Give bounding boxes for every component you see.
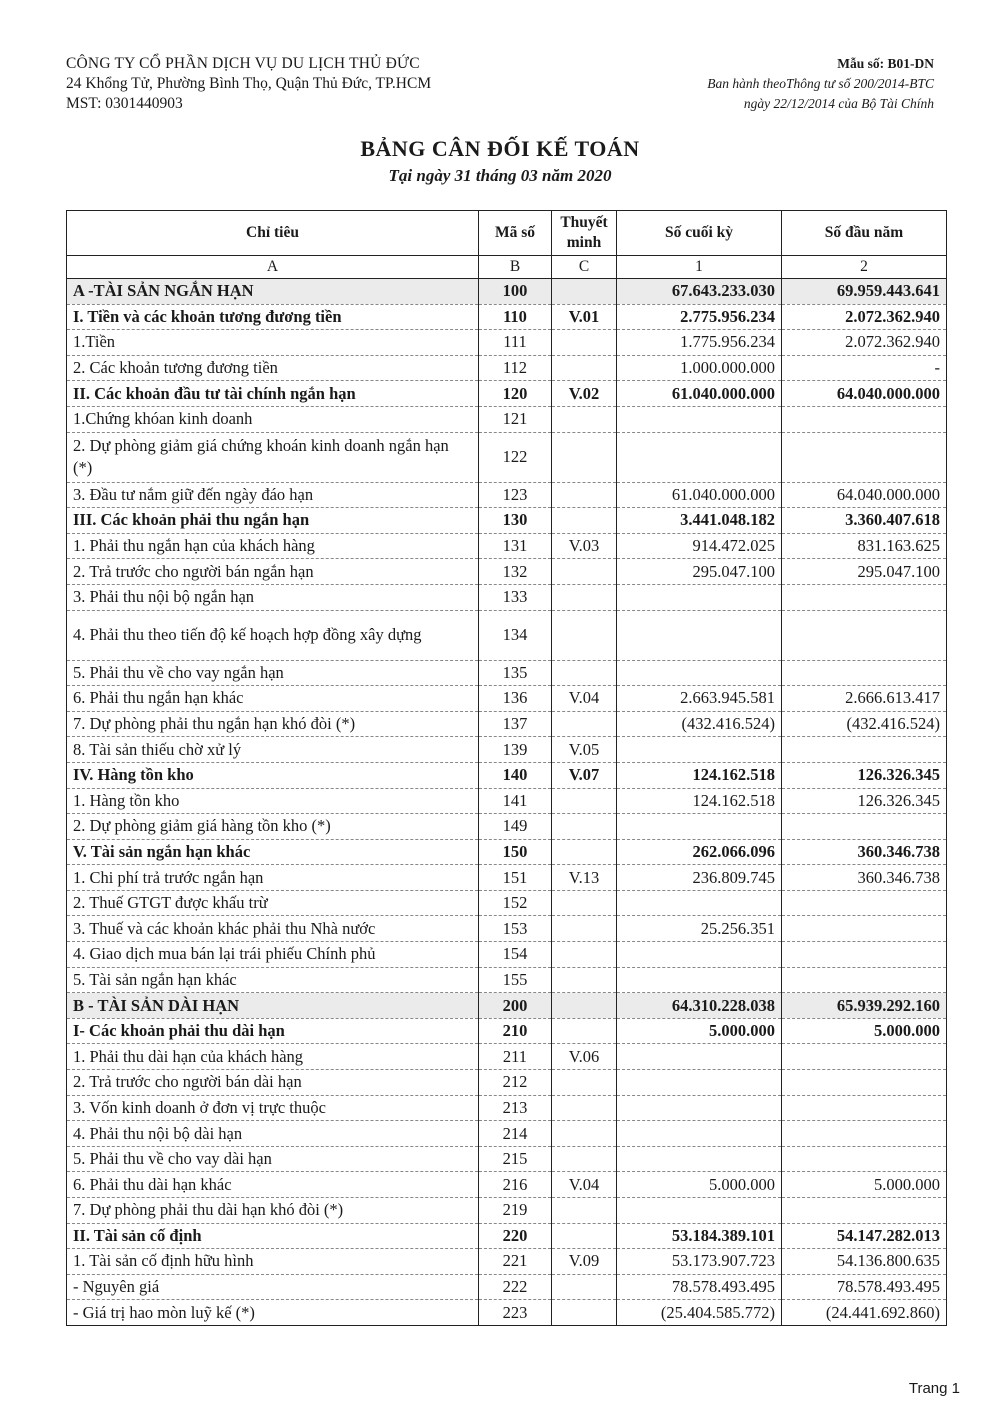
cell-beginning-year: 831.163.625 (782, 533, 947, 559)
cell-end-period: 2.663.945.581 (617, 686, 782, 712)
cell-item: 2. Dự phòng giảm giá hàng tồn kho (*) (67, 814, 479, 840)
tax-id: MST: 0301440903 (66, 95, 183, 112)
letter-note: C (552, 256, 617, 279)
table-row (67, 788, 947, 814)
table-row (67, 304, 947, 330)
table-row (67, 1249, 947, 1275)
cell-note (552, 279, 617, 305)
cell-code: 141 (479, 788, 552, 814)
cell-code: 210 (479, 1018, 552, 1044)
cell-code: 150 (479, 839, 552, 865)
cell-item: 6. Phải thu ngắn hạn khác (67, 686, 479, 712)
cell-code: 136 (479, 686, 552, 712)
cell-item: 1. Chi phí trả trước ngắn hạn (67, 865, 479, 891)
table-row (67, 610, 947, 660)
header-note: Thuyết minh (552, 211, 617, 256)
cell-item: V. Tài sản ngắn hạn khác (67, 839, 479, 865)
cell-end-period: 124.162.518 (617, 762, 782, 788)
cell-end-period: 78.578.493.495 (617, 1274, 782, 1300)
cell-beginning-year: 64.040.000.000 (782, 381, 947, 407)
table-row (67, 737, 947, 763)
cell-item: 2. Dự phòng giảm giá chứng khoán kinh doanh ngắn hạn (*) (67, 432, 479, 482)
table-row (67, 381, 947, 407)
cell-end-period (617, 942, 782, 968)
table-row (67, 355, 947, 381)
table-row (67, 916, 947, 942)
cell-item: II. Các khoản đầu tư tài chính ngắn hạn (67, 381, 479, 407)
cell-item: 3. Vốn kinh doanh ở đơn vị trực thuộc (67, 1095, 479, 1121)
table-row (67, 508, 947, 534)
cell-beginning-year: 360.346.738 (782, 865, 947, 891)
header-end-period: Số cuối kỳ (617, 211, 782, 256)
table-row (67, 967, 947, 993)
issued-by-line-1: Ban hành theoThông tư số 200/2014-BTC (707, 76, 934, 91)
cell-item: 1. Hàng tồn kho (67, 788, 479, 814)
cell-note (552, 1095, 617, 1121)
cell-beginning-year: 2.666.613.417 (782, 686, 947, 712)
cell-end-period (617, 660, 782, 686)
cell-end-period (617, 890, 782, 916)
cell-beginning-year: 2.072.362.940 (782, 304, 947, 330)
cell-item: III. Các khoản phải thu ngắn hạn (67, 508, 479, 534)
cell-code: 211 (479, 1044, 552, 1070)
table-row (67, 406, 947, 432)
cell-beginning-year (782, 814, 947, 840)
cell-note: V.06 (552, 1044, 617, 1070)
cell-beginning-year (782, 890, 947, 916)
cell-item: 1. Phải thu ngắn hạn của khách hàng (67, 533, 479, 559)
letter-item: A (67, 256, 479, 279)
cell-item: 1.Chứng khóan kinh doanh (67, 406, 479, 432)
cell-item: A -TÀI SẢN NGẮN HẠN (67, 279, 479, 305)
cell-code: 152 (479, 890, 552, 916)
cell-end-period (617, 814, 782, 840)
cell-code: 220 (479, 1223, 552, 1249)
cell-beginning-year: 54.147.282.013 (782, 1223, 947, 1249)
cell-item: 7. Dự phòng phải thu dài hạn khó đòi (*) (67, 1198, 479, 1224)
cell-beginning-year (782, 1044, 947, 1070)
cell-item: 1. Tài sản cố định hữu hình (67, 1249, 479, 1275)
table-row (67, 432, 947, 482)
cell-beginning-year (782, 584, 947, 610)
cell-item: 1.Tiền (67, 330, 479, 356)
table-row (67, 584, 947, 610)
cell-code: 112 (479, 355, 552, 381)
letter-begin: 2 (782, 256, 947, 279)
form-info (707, 54, 934, 114)
cell-note: V.09 (552, 1249, 617, 1275)
cell-end-period (617, 432, 782, 482)
cell-code: 155 (479, 967, 552, 993)
cell-note: V.04 (552, 686, 617, 712)
table-row (67, 1146, 947, 1172)
cell-code: 149 (479, 814, 552, 840)
cell-end-period: 61.040.000.000 (617, 381, 782, 407)
cell-item: II. Tài sản cố định (67, 1223, 479, 1249)
cell-note: V.02 (552, 381, 617, 407)
cell-code: 131 (479, 533, 552, 559)
cell-item: 4. Phải thu nội bộ dài hạn (67, 1121, 479, 1147)
cell-note (552, 814, 617, 840)
cell-beginning-year: 126.326.345 (782, 762, 947, 788)
table-column-letters (67, 256, 947, 279)
company-name: CÔNG TY CỔ PHẦN DỊCH VỤ DU LỊCH THỦ ĐỨC (66, 55, 420, 72)
cell-note (552, 1121, 617, 1147)
header-item: Chỉ tiêu (67, 211, 479, 256)
cell-code: 137 (479, 711, 552, 737)
cell-code: 132 (479, 559, 552, 585)
cell-beginning-year (782, 660, 947, 686)
table-row (67, 1095, 947, 1121)
document-title: BẢNG CÂN ĐỐI KẾ TOÁN (360, 136, 640, 161)
cell-code: 215 (479, 1146, 552, 1172)
cell-item: 6. Phải thu dài hạn khác (67, 1172, 479, 1198)
cell-beginning-year (782, 737, 947, 763)
cell-end-period: 262.066.096 (617, 839, 782, 865)
cell-item: 3. Thuế và các khoản khác phải thu Nhà nước (67, 916, 479, 942)
cell-item: 4. Giao dịch mua bán lại trái phiếu Chính phủ (67, 942, 479, 968)
cell-item: I. Tiền và các khoản tương đương tiền (67, 304, 479, 330)
cell-item: 2. Trả trước cho người bán ngắn hạn (67, 559, 479, 585)
cell-beginning-year: 69.959.443.641 (782, 279, 947, 305)
cell-note (552, 482, 617, 508)
cell-item: I- Các khoản phải thu dài hạn (67, 1018, 479, 1044)
form-number: Mẫu số: B01-DN (837, 56, 934, 71)
cell-note (552, 890, 617, 916)
cell-beginning-year (782, 1198, 947, 1224)
cell-end-period: 1.000.000.000 (617, 355, 782, 381)
cell-beginning-year: 78.578.493.495 (782, 1274, 947, 1300)
cell-beginning-year (782, 610, 947, 660)
table-row (67, 1300, 947, 1326)
table-row (67, 865, 947, 891)
cell-code: 221 (479, 1249, 552, 1275)
cell-note (552, 788, 617, 814)
table-header-row (67, 211, 947, 256)
cell-end-period: 2.775.956.234 (617, 304, 782, 330)
cell-note (552, 1300, 617, 1326)
cell-code: 151 (479, 865, 552, 891)
cell-note (552, 839, 617, 865)
cell-end-period (617, 406, 782, 432)
cell-end-period: 53.173.907.723 (617, 1249, 782, 1275)
cell-beginning-year: 360.346.738 (782, 839, 947, 865)
cell-beginning-year: 65.939.292.160 (782, 993, 947, 1019)
cell-item: 4. Phải thu theo tiến độ kế hoạch hợp đồng xây dựng (67, 610, 479, 660)
cell-end-period: 914.472.025 (617, 533, 782, 559)
cell-code: 120 (479, 381, 552, 407)
table-body (67, 279, 947, 1326)
page-number: Trang 1 (908, 1380, 960, 1397)
cell-item: 2. Các khoản tương đương tiền (67, 355, 479, 381)
cell-end-period: 61.040.000.000 (617, 482, 782, 508)
cell-code: 133 (479, 584, 552, 610)
cell-end-period: 64.310.228.038 (617, 993, 782, 1019)
cell-end-period (617, 584, 782, 610)
issued-by-line-2: ngày 22/12/2014 của Bộ Tài Chính (743, 96, 934, 111)
table-row (67, 993, 947, 1019)
table-row (67, 711, 947, 737)
cell-item: B - TÀI SẢN DÀI HẠN (67, 993, 479, 1019)
cell-note (552, 610, 617, 660)
cell-end-period: 5.000.000 (617, 1172, 782, 1198)
cell-note (552, 711, 617, 737)
cell-end-period: 5.000.000 (617, 1018, 782, 1044)
cell-beginning-year: 54.136.800.635 (782, 1249, 947, 1275)
cell-item: 5. Phải thu về cho vay dài hạn (67, 1146, 479, 1172)
table-row (67, 1070, 947, 1096)
cell-note (552, 942, 617, 968)
cell-code: 213 (479, 1095, 552, 1121)
table-row (67, 279, 947, 305)
cell-item: - Nguyên giá (67, 1274, 479, 1300)
letter-code: B (479, 256, 552, 279)
cell-note (552, 1198, 617, 1224)
cell-note (552, 559, 617, 585)
cell-end-period (617, 737, 782, 763)
cell-code: 200 (479, 993, 552, 1019)
table-row (67, 330, 947, 356)
cell-code: 110 (479, 304, 552, 330)
cell-note (552, 1018, 617, 1044)
cell-end-period: 1.775.956.234 (617, 330, 782, 356)
cell-note (552, 406, 617, 432)
cell-item: 5. Tài sản ngắn hạn khác (67, 967, 479, 993)
cell-beginning-year (782, 967, 947, 993)
table-row (67, 559, 947, 585)
cell-code: 135 (479, 660, 552, 686)
cell-code: 121 (479, 406, 552, 432)
cell-item: 5. Phải thu về cho vay ngắn hạn (67, 660, 479, 686)
company-info (66, 54, 431, 114)
cell-end-period: (432.416.524) (617, 711, 782, 737)
cell-end-period (617, 1146, 782, 1172)
cell-code: 212 (479, 1070, 552, 1096)
cell-beginning-year (782, 942, 947, 968)
cell-note (552, 916, 617, 942)
table-row (67, 814, 947, 840)
cell-end-period: 67.643.233.030 (617, 279, 782, 305)
table-row (67, 482, 947, 508)
cell-beginning-year: 64.040.000.000 (782, 482, 947, 508)
letter-end: 1 (617, 256, 782, 279)
table-row (67, 1223, 947, 1249)
table-row (67, 533, 947, 559)
cell-code: 216 (479, 1172, 552, 1198)
cell-end-period (617, 1198, 782, 1224)
cell-item: 7. Dự phòng phải thu ngắn hạn khó đòi (*) (67, 711, 479, 737)
cell-beginning-year: 5.000.000 (782, 1018, 947, 1044)
table-row (67, 1274, 947, 1300)
cell-note (552, 1223, 617, 1249)
table-row (67, 686, 947, 712)
cell-beginning-year: (432.416.524) (782, 711, 947, 737)
cell-note: V.07 (552, 762, 617, 788)
table-row (67, 1044, 947, 1070)
cell-code: 219 (479, 1198, 552, 1224)
cell-code: 123 (479, 482, 552, 508)
cell-note (552, 1070, 617, 1096)
cell-code: 139 (479, 737, 552, 763)
table-row (67, 660, 947, 686)
header-code: Mã số (479, 211, 552, 256)
cell-end-period: 236.809.745 (617, 865, 782, 891)
cell-beginning-year: (24.441.692.860) (782, 1300, 947, 1326)
cell-beginning-year (782, 406, 947, 432)
cell-code: 214 (479, 1121, 552, 1147)
cell-note (552, 432, 617, 482)
cell-end-period: 3.441.048.182 (617, 508, 782, 534)
cell-item: 8. Tài sản thiếu chờ xử lý (67, 737, 479, 763)
cell-end-period: 53.184.389.101 (617, 1223, 782, 1249)
cell-beginning-year: 2.072.362.940 (782, 330, 947, 356)
cell-end-period (617, 1070, 782, 1096)
cell-code: 100 (479, 279, 552, 305)
cell-code: 222 (479, 1274, 552, 1300)
cell-note (552, 993, 617, 1019)
cell-end-period: 124.162.518 (617, 788, 782, 814)
table-row (67, 942, 947, 968)
cell-note (552, 584, 617, 610)
cell-end-period: (25.404.585.772) (617, 1300, 782, 1326)
cell-item: 1. Phải thu dài hạn của khách hàng (67, 1044, 479, 1070)
cell-beginning-year: - (782, 355, 947, 381)
table-row (67, 1121, 947, 1147)
table-row (67, 890, 947, 916)
cell-beginning-year: 5.000.000 (782, 1172, 947, 1198)
document-date: Tại ngày 31 tháng 03 năm 2020 (388, 166, 612, 185)
cell-note (552, 355, 617, 381)
table-row (67, 1172, 947, 1198)
table-row (67, 1198, 947, 1224)
cell-end-period (617, 1121, 782, 1147)
cell-end-period (617, 1044, 782, 1070)
cell-note (552, 660, 617, 686)
cell-note (552, 1274, 617, 1300)
cell-code: 154 (479, 942, 552, 968)
cell-beginning-year (782, 916, 947, 942)
cell-end-period: 25.256.351 (617, 916, 782, 942)
cell-beginning-year: 3.360.407.618 (782, 508, 947, 534)
cell-note (552, 508, 617, 534)
balance-sheet-table (66, 210, 947, 1326)
cell-note (552, 967, 617, 993)
table-row (67, 762, 947, 788)
cell-beginning-year (782, 1070, 947, 1096)
cell-note: V.04 (552, 1172, 617, 1198)
cell-end-period (617, 967, 782, 993)
cell-code: 134 (479, 610, 552, 660)
cell-item: 3. Phải thu nội bộ ngắn hạn (67, 584, 479, 610)
cell-beginning-year (782, 432, 947, 482)
cell-beginning-year: 126.326.345 (782, 788, 947, 814)
cell-code: 223 (479, 1300, 552, 1326)
header-beginning-year: Số đầu năm (782, 211, 947, 256)
cell-end-period (617, 1095, 782, 1121)
cell-note: V.01 (552, 304, 617, 330)
cell-note: V.03 (552, 533, 617, 559)
cell-code: 153 (479, 916, 552, 942)
cell-beginning-year (782, 1095, 947, 1121)
cell-code: 111 (479, 330, 552, 356)
cell-code: 130 (479, 508, 552, 534)
cell-code: 122 (479, 432, 552, 482)
table-row (67, 1018, 947, 1044)
cell-beginning-year (782, 1146, 947, 1172)
cell-item: 3. Đầu tư nắm giữ đến ngày đáo hạn (67, 482, 479, 508)
cell-item: IV. Hàng tồn kho (67, 762, 479, 788)
cell-note (552, 330, 617, 356)
cell-beginning-year (782, 1121, 947, 1147)
cell-note (552, 1146, 617, 1172)
cell-code: 140 (479, 762, 552, 788)
cell-end-period (617, 610, 782, 660)
cell-note: V.13 (552, 865, 617, 891)
company-address: 24 Khổng Tử, Phường Bình Thọ, Quận Thủ Đức, TP.HCM (66, 75, 432, 92)
cell-beginning-year: 295.047.100 (782, 559, 947, 585)
cell-item: 2. Trả trước cho người bán dài hạn (67, 1070, 479, 1096)
cell-item: - Giá trị hao mòn luỹ kế (*) (67, 1300, 479, 1326)
cell-note: V.05 (552, 737, 617, 763)
cell-end-period: 295.047.100 (617, 559, 782, 585)
table-row (67, 839, 947, 865)
cell-item: 2. Thuế GTGT được khấu trừ (67, 890, 479, 916)
